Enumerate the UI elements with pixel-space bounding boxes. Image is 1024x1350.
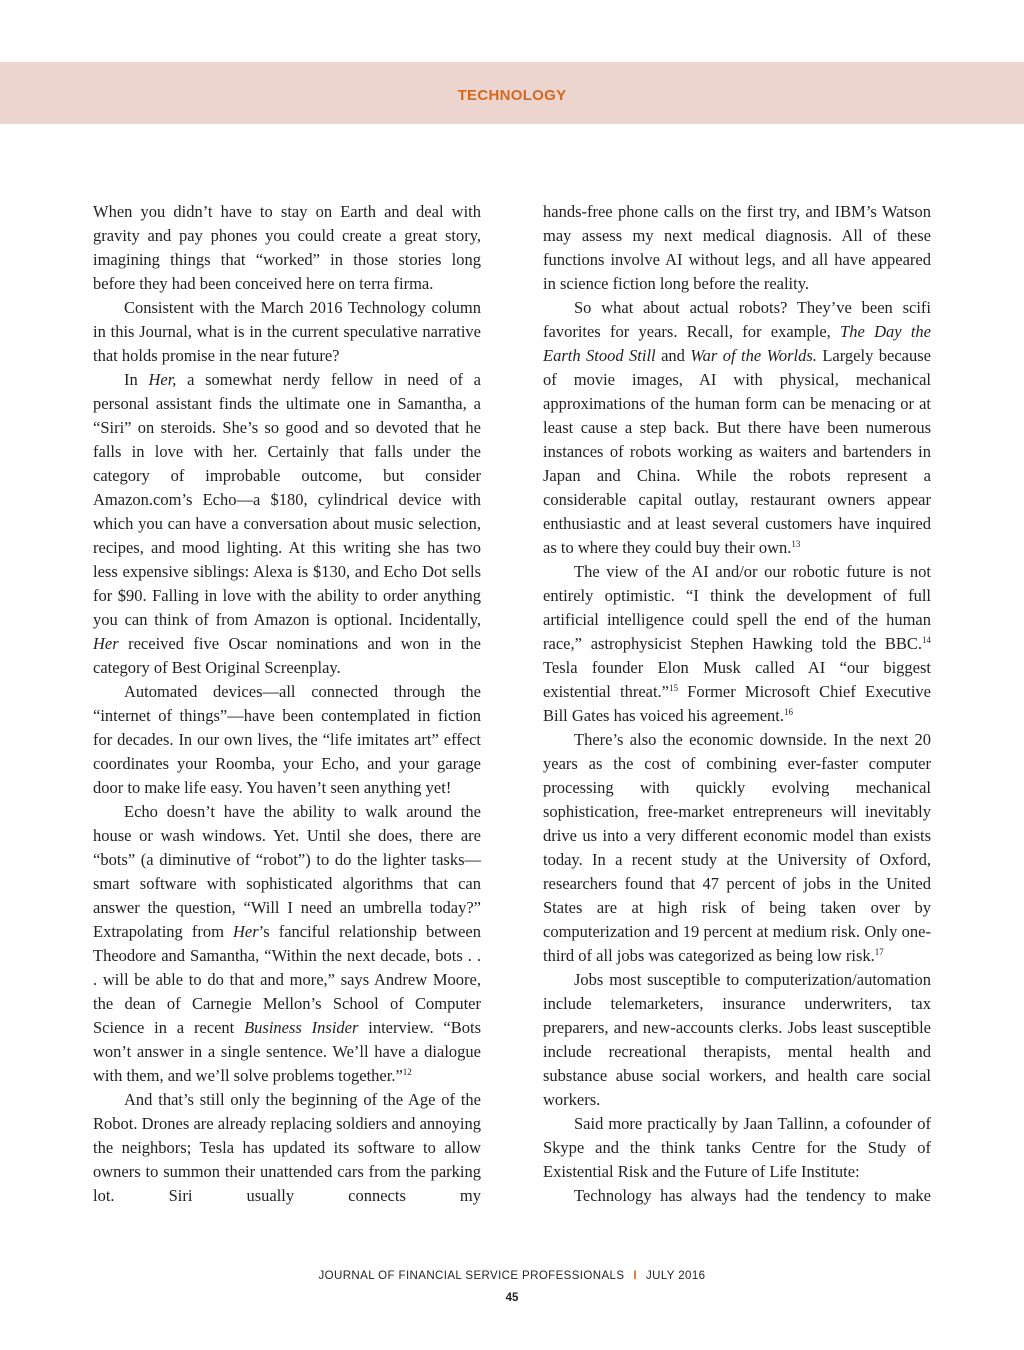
footnote-ref: 17 (874, 947, 884, 957)
block-quote: Technology has always had the tendency to make (574, 1186, 931, 1205)
footnote-ref: 16 (784, 707, 794, 717)
page-footer (0, 1270, 1024, 1282)
film-title: War of the Worlds. (690, 346, 817, 365)
section-title: TECHNOLOGY (457, 86, 567, 104)
paragraph: When you didn’t have to stay on Earth and deal with gravity and pay phones you could create a great story, imagining things that “worked” in those stories long before they had been conceived here on terra firma. (93, 202, 481, 293)
paragraph: So what about actual robots? They’ve been scifi favorites for years. Recall, for example, The Day the Earth Stood Still and War of the Worlds. Largely because of movie images, AI with physical, mechanical approximations of the human form can be menacing or at least cause a step back. But there have been numerous instances of robots working as waiters and bartenders in Japan and China. While the robots represent a considerable capital outlay, restaurant owners appear enthusiastic and at least several customers have inquired as to where they could buy their own.$^{13}$ (543, 298, 931, 557)
footnote-ref: 14 (922, 635, 931, 645)
footer-separator: I (633, 1270, 637, 1282)
page-number: 45 (505, 1292, 519, 1304)
paragraph: Consistent with the March 2016 Technology column in this Journal, what is in the current speculative narrative that holds promise in the near future? (93, 298, 481, 365)
footnote-ref: 12 (402, 1067, 412, 1077)
journal-name: JOURNAL OF FINANCIAL SERVICE PROFESSIONALS (318, 1270, 625, 1282)
film-title: Her (232, 922, 259, 941)
paragraph: The view of the AI and/or our robotic future is not entirely optimistic. “I think the development of full artificial intelligence could spell the end of the human race,” astrophysicist Stephen Hawking told the BBC.$^{14}$ Tesla founder Elon Musk called AI “our biggest existential threat.”$^{15}$ Former Microsoft Chief Executive Bill Gates has voiced his agreement.$^{16}$ (543, 562, 931, 725)
paragraph: Said more practically by Jaan Tallinn, a cofounder of Skype and the think tanks Centre for the Study of Existential Risk and the Future of Life Institute: (543, 1114, 931, 1181)
film-title: Her (93, 634, 119, 653)
footnote-ref: 15 (669, 683, 678, 693)
footnote-ref: 13 (791, 539, 801, 549)
paragraph: There’s also the economic downside. In the next 20 years as the cost of combining ever-faster computer processing with quickly evolving mechanical sophistication, free-market entrepreneurs will inevitably drive us into a very different economic model than exists today. In a recent study at the University of Oxford, researchers found that 47 percent of jobs in the United States are at high risk of being taken over by computerization and 19 percent at medium risk. Only one-third of all jobs was categorized as being low risk.$^{17}$ (543, 730, 931, 965)
left-column (93, 200, 481, 1208)
issue-date: JULY 2016 (646, 1270, 706, 1282)
film-title: The Day the Earth Stood Still (543, 322, 931, 365)
paragraph: hands-free phone calls on the first try, and IBM’s Watson may assess my next medical diagnosis. All of these functions involve AI without legs, and all have appeared in science fiction long before the reality. (543, 202, 931, 293)
paragraph: And that’s still only the beginning of the Age of the Robot. Drones are already replacing soldiers and annoying the neighbors; Tesla has updated its software to allow owners to summon their unattended cars from the parking lot. Siri usually connects my (93, 1090, 481, 1205)
section-banner (0, 62, 1024, 124)
paragraph: Echo doesn’t have the ability to walk around the house or wash windows. Yet. Until she does, there are “bots” (a diminutive of “robot”) to do the lighter tasks—smart software with sophisticated algorithms that can answer the question, “Will I need an umbrella today?” Extrapolating from Her’s fanciful relationship between Theodore and Samantha, “Within the next decade, bots . . . will be able to do that and more,” says Andrew Moore, the dean of Carnegie Mellon’s School of Computer Science in a recent Business Insider interview. “Bots won’t answer in a single sentence. We’ll have a dialogue with them, and we’ll solve problems together.”$^{12}$ (93, 802, 482, 1085)
paragraph: Jobs most susceptible to computerization/automation include telemarketers, insurance underwriters, tax preparers, and new-accounts clerks. Jobs least susceptible include recreational therapists, mental health and substance abuse social workers, and health care social workers. (543, 970, 931, 1109)
right-column (543, 200, 931, 1208)
publication-title: Business Insider (244, 1018, 359, 1037)
paragraph: Automated devices—all connected through the “internet of things”—have been contemplated in fiction for decades. In our own lives, the “life imitates art” effect coordinates your Roomba, your Echo, and your garage door to make life easy. You haven’t seen anything yet! (93, 682, 481, 797)
paragraph: In Her, a somewhat nerdy fellow in need of a personal assistant finds the ultimate one in Samantha, a “Siri” on steroids. She’s so good and so devoted that he falls in love with her. Certainly that falls under the category of improbable outcome, but consider Amazon.com’s Echo—a $180, cylindrical device with which you can have a conversation about music selection, recipes, and mood lighting. At this writing she has two less expensive siblings: Alexa is $130, and Echo Dot sells for $90. Falling in love with the ability to order anything you can think of from Amazon is optional. Incidentally, Her received five Oscar nominations and won in the category of Best Original Screenplay. (93, 370, 482, 677)
film-title: Her, (148, 370, 177, 389)
